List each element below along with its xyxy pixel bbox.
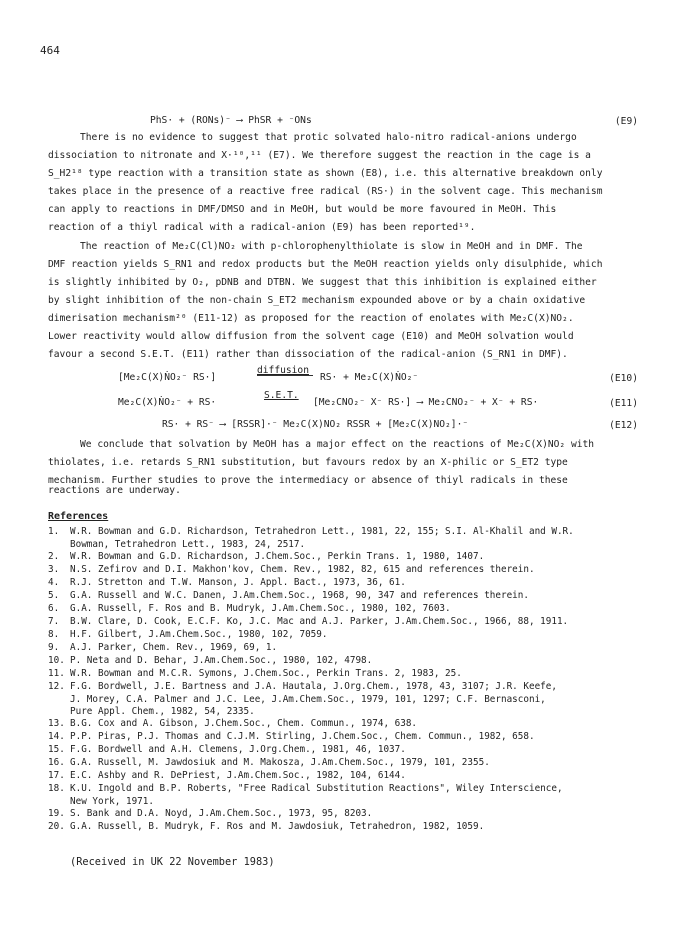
reference-item: 8. H.F. Gilbert, J.Am.Chem.Soc., 1980, 102, 7059. — [48, 629, 328, 640]
reference-item: 16. G.A. Russell, M. Jawdosiuk and M. Makosza, J.Am.Chem.Soc., 1979, 101, 2355. — [48, 757, 490, 768]
reference-item: 7. B.W. Clare, D. Cook, E.C.F. Ko, J.C. Mac and A.J. Parker, J.Am.Chem.Soc., 1966, 88, 1911. — [48, 616, 569, 627]
reference-item: 3. N.S. Zefirov and D.I. Makhon'kov, Chem. Rev., 1982, 82, 615 and references therein. — [48, 564, 535, 575]
text-line: favour a second S.E.T. (E11) rather than dissociation of the radical-anion (S_RN1 in DMF). — [48, 349, 568, 360]
text-line: is slightly inhibited by O₂, pDNB and DTBN. We suggest that this inhibition is explained either — [48, 277, 597, 288]
text-line: DMF reaction yields S_RN1 and redox products but the MeOH reaction yields only disulphide, which — [48, 259, 603, 270]
reference-item: 11. W.R. Bowman and M.C.R. Symons, J.Chem.Soc., Perkin Trans. 2, 1983, 25. — [48, 668, 462, 679]
reference-continuation: J. Morey, C.A. Palmer and J.C. Lee, J.Am.Chem.Soc., 1979, 101, 1297; C.F. Bernasconi, — [70, 694, 546, 705]
text-line: dissociation to nitronate and X·¹⁰,¹¹ (E7). We therefore suggest the reaction in the cage is a — [48, 150, 591, 161]
reference-item: 19. S. Bank and D.A. Noyd, J.Am.Chem.Soc., 1973, 95, 8203. — [48, 808, 373, 819]
equation-e12: RS· + RS⁻ ⟶ [RSSR]·⁻ Me₂C(X)NO₂ RSSR + [Me₂C(X)NO₂]·⁻ — [162, 419, 469, 430]
equation-e9-tag: (E9) — [614, 116, 638, 127]
text-line: reactions are underway. — [48, 485, 181, 496]
reference-item: 17. E.C. Ashby and R. DePriest, J.Am.Chem.Soc., 1982, 104, 6144. — [48, 770, 406, 781]
reference-item: 18. K.U. Ingold and B.P. Roberts, "Free Radical Substitution Reactions", Wiley Interscience, — [48, 783, 563, 794]
equation-e12-tag: (E12) — [609, 420, 638, 431]
references-heading: References — [48, 511, 109, 522]
reference-item: 13. B.G. Cox and A. Gibson, J.Chem.Soc., Chem. Commun., 1974, 638. — [48, 718, 418, 729]
reference-item: 15. F.G. Bordwell and A.H. Clemens, J.Org.Chem., 1981, 46, 1037. — [48, 744, 406, 755]
reference-item: 12. F.G. Bordwell, J.E. Bartness and J.A. Hautala, J.Org.Chem., 1978, 43, 3107; J.R. Keefe, — [48, 681, 557, 692]
reference-continuation: New York, 1971. — [70, 796, 154, 807]
text-line: dimerisation mechanism²⁰ (E11-12) as proposed for the reaction of enolates with Me₂C(X)NO₂. — [48, 313, 574, 324]
text-line: can apply to reactions in DMF/DMSO and in MeOH, but would be more favoured in MeOH. This — [48, 204, 557, 215]
reference-continuation: Bowman, Tetrahedron Lett., 1983, 24, 2517. — [70, 539, 306, 550]
equation-tag: (E10) — [609, 373, 638, 384]
text-line: takes place in the presence of a reactive free radical (RS·) in the solvent cage. This mechanism — [48, 186, 603, 197]
reference-item: 9. A.J. Parker, Chem. Rev., 1969, 69, 1. — [48, 642, 278, 653]
text-line: mechanism. Further studies to prove the intermediacy or absence of thiyl radicals in these — [48, 475, 568, 486]
reference-item: 2. W.R. Bowman and G.D. Richardson, J.Chem.Soc., Perkin Trans. 1, 1980, 1407. — [48, 551, 485, 562]
text-line: The reaction of Me₂C(Cl)NO₂ with p-chlorophenylthiolate is slow in MeOH and in DMF. The — [80, 241, 583, 252]
text-line: reaction of a thiyl radical with a radical-anion (E9) has been reported¹⁹. — [48, 222, 476, 233]
arrow — [257, 375, 313, 376]
reference-item: 4. R.J. Stretton and T.W. Manson, J. Appl. Bact., 1973, 36, 61. — [48, 577, 406, 588]
equation-left: Me₂C(X)ṄO₂⁻ + RS· — [118, 397, 217, 408]
text-line: Lower reactivity would allow diffusion from the solvent cage (E10) and MeOH solvation would — [48, 331, 574, 342]
reference-item: 5. G.A. Russell and W.C. Danen, J.Am.Chem.Soc., 1968, 90, 347 and references therein. — [48, 590, 529, 601]
arrow-label: diffusion — [257, 365, 309, 376]
text-line: S_H2¹⁸ type reaction with a transition state as shown (E8), i.e. this alternative breakdown only — [48, 168, 603, 179]
equation-left: [Me₂C(X)ṄO₂⁻ RS·] — [118, 372, 217, 383]
reference-item: 6. G.A. Russell, F. Ros and B. Mudryk, J.Am.Chem.Soc., 1980, 102, 7603. — [48, 603, 451, 614]
reference-item: 14. P.P. Piras, P.J. Thomas and C.J.M. Stirling, J.Chem.Soc., Chem. Commun., 1982, 658. — [48, 731, 535, 742]
equation-tag: (E11) — [609, 398, 638, 409]
text-line: There is no evidence to suggest that protic solvated halo-nitro radical-anions undergo — [80, 132, 577, 143]
equation-right: RS· + Me₂C(X)ṄO₂⁻ — [320, 372, 419, 383]
arrow-label: S.E.T. — [264, 390, 299, 401]
equation-right: [Me₂CNO₂⁻ X⁻ RS·] ⟶ Me₂CNO₂⁻ + X⁻ + RS· — [313, 397, 539, 408]
text-line: We conclude that solvation by MeOH has a major effect on the reactions of Me₂C(X)NO₂ with — [80, 439, 595, 450]
equation-e9: PhS· + (RONs)⁻ ⟶ PhSR + ⁻ONs — [150, 115, 312, 126]
text-line: by slight inhibition of the non-chain S_ET2 mechanism expounded above or by a chain oxidative — [48, 295, 586, 306]
text-line: thiolates, i.e. retards S_RN1 substitution, but favours redox by an X-philic or S_ET2 type — [48, 457, 568, 468]
reference-item: 1. W.R. Bowman and G.D. Richardson, Tetrahedron Lett., 1981, 22, 155; S.I. Al-Khalil and W.R. — [48, 526, 574, 537]
reference-continuation: Pure Appl. Chem., 1982, 54, 2335. — [70, 706, 255, 717]
reference-item: 10. P. Neta and D. Behar, J.Am.Chem.Soc., 1980, 102, 4798. — [48, 655, 373, 666]
received-date: (Received in UK 22 November 1983) — [70, 856, 275, 868]
reference-item: 20. G.A. Russell, B. Mudryk, F. Ros and M. Jawdosiuk, Tetrahedron, 1982, 1059. — [48, 821, 485, 832]
page-number: 464 — [40, 44, 60, 57]
